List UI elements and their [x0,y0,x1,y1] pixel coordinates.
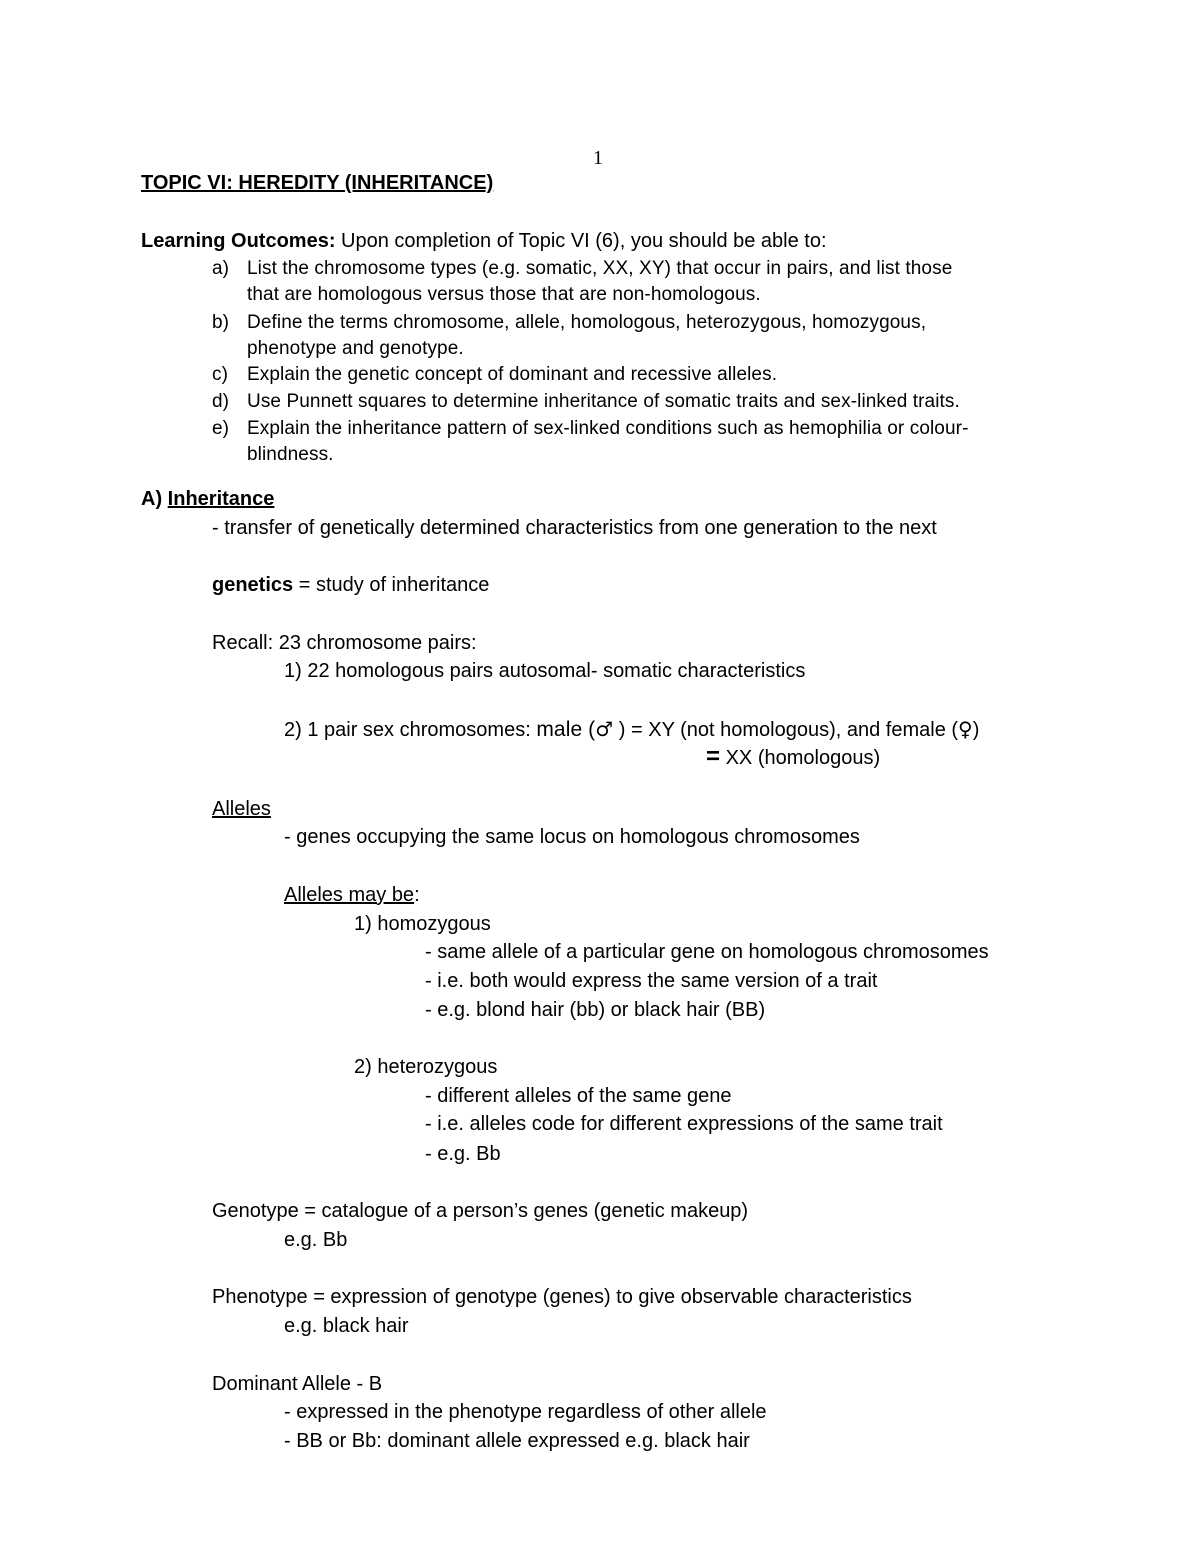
homozygous-point-1: - same allele of a particular gene on homologous chromosomes [425,941,989,963]
genetics-term: genetics [212,574,294,596]
alleles-heading: Alleles [212,798,271,820]
heterozygous-point-3: - e.g. Bb [425,1143,501,1165]
outcome-e-line1: Explain the inheritance pattern of sex-linked conditions such as hemophilia or colour- [247,418,969,439]
outcome-c-marker: c) [212,364,229,385]
male-symbol-icon: ♂ [595,717,614,741]
genetics-def: = study of inheritance [298,574,490,596]
pair-one: 1) 22 homologous pairs autosomal- somatic characteristics [284,660,806,682]
learning-outcomes-text: Upon completion of Topic VI (6), you should be able to: [341,230,827,252]
homozygous-point-2: - i.e. both would express the same version of a trait [425,970,878,992]
dominant-allele-title: Dominant Allele - B [212,1373,383,1395]
outcome-a-line2: that are homologous versus those that are non-homologous. [247,284,761,305]
homozygous-title: 1) homozygous [354,913,491,935]
outcome-d-marker: d) [212,391,230,412]
outcome-e-marker: e) [212,418,230,439]
outcome-b-marker: b) [212,312,230,333]
pair-two-xx [706,745,880,770]
pair-two-close: ) [972,719,980,741]
equals-sign: = [706,743,721,770]
section-a-title: Inheritance [167,488,275,510]
dominant-point-2: - BB or Bb: dominant allele expressed e.g. black hair [284,1430,750,1452]
page-number: 1 [593,147,603,169]
recall-line: Recall: 23 chromosome pairs: [212,632,477,654]
homozygous-point-3: - e.g. blond hair (bb) or black hair (BB) [425,999,766,1021]
dominant-point-1: - expressed in the phenotype regardless of other allele [284,1401,767,1423]
female-symbol-icon: ♀ [958,717,973,741]
alleles-may-be-label: Alleles may be [284,884,415,906]
outcome-b-line2: phenotype and genotype. [247,338,464,359]
genotype-definition: Genotype = catalogue of a person’s genes (genetic makeup) [212,1200,749,1222]
inheritance-definition: - transfer of genetically determined characteristics from one generation to the next [212,517,937,539]
outcome-a-line1: List the chromosome types (e.g. somatic, XX, XY) that occur in pairs, and list those [247,258,953,279]
pair-two-xy: ) = XY (not homologous), and female ( [618,719,959,741]
genotype-example: e.g. Bb [284,1229,348,1251]
pair-two-label: 2) 1 pair sex chromosomes: [284,719,531,741]
xx-homologous: XX (homologous) [725,747,881,769]
genetics-definition [212,573,489,597]
page-title: TOPIC VI: HEREDITY (INHERITANCE) [141,172,494,194]
heterozygous-title: 2) heterozygous [354,1056,498,1078]
outcome-c-line1: Explain the genetic concept of dominant and recessive alleles. [247,364,778,385]
pair-two [284,717,979,742]
alleles-may-be-colon: : [414,884,420,906]
section-a-heading [141,487,274,511]
outcome-b-line1: Define the terms chromosome, allele, homologous, heterozygous, homozygous, [247,312,927,333]
outcome-d-line1: Use Punnett squares to determine inheritance of somatic traits and sex-linked traits. [247,391,960,412]
outcome-a-marker: a) [212,258,230,279]
phenotype-example: e.g. black hair [284,1315,409,1337]
alleles-may-be [284,883,420,907]
heterozygous-point-2: - i.e. alleles code for different expressions of the same trait [425,1113,943,1135]
section-a-prefix: A) [141,488,163,510]
alleles-definition: - genes occupying the same locus on homologous chromosomes [284,826,860,848]
heterozygous-point-1: - different alleles of the same gene [425,1085,732,1107]
phenotype-definition: Phenotype = expression of genotype (genes) to give observable characteristics [212,1286,912,1308]
male-text: male ( [536,718,596,741]
learning-outcomes-intro [141,229,827,253]
outcome-e-line2: blindness. [247,444,334,465]
learning-outcomes-label: Learning Outcomes: [141,230,336,252]
